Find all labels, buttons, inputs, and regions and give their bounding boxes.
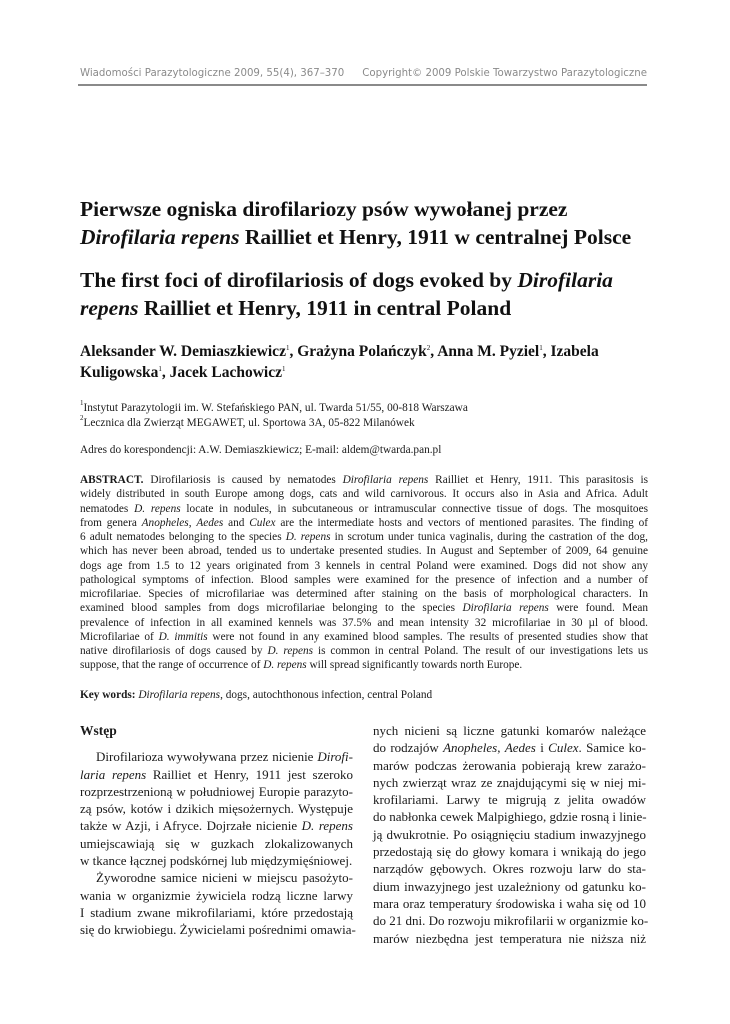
title-polish-line-1: Pierwsze ogniska dirofilariozy psów wywołanej przez [80,197,568,221]
body-line: do 21 dni. Do rozwoju mikrofilarii w organizmie ko- [373,913,649,929]
abstract-line [80,630,648,644]
body-line: w tkance łącznej podskórnej lub międzymięśniowej. [80,853,353,869]
title-english [80,266,650,322]
author-list [80,341,650,383]
author-name: , Jacek Lachowicz [161,364,282,381]
genus-name: Anopheles [141,516,189,529]
abstract-text: from genera [80,516,142,529]
species-name: Dirofilaria repens [342,474,429,486]
author-name: , Izabela [542,343,599,360]
abstract-line [80,473,648,487]
title-english-line-2 [80,294,650,322]
body-line [80,817,353,834]
affiliation-marker: 2 [426,344,431,352]
body-line: mara oraz temperatury środowiska i waha się od 10 [373,895,646,911]
body-line: zą psów, kotów i dzikich mięsożernych. Występuje [80,801,353,817]
body-line: się do krwiobiegu. Żywicielami pośrednimi omawia- [80,922,356,938]
abstract-text: Dirofilariosis is caused by nematodes [143,474,343,486]
genus-name: Culex [548,740,579,756]
species-name: D. repens [301,818,353,834]
abstract-text: and [223,516,250,529]
correspondence: Adres do korespondencji: A.W. Demiaszkiewicz; E-mail: aldem@twarda.pan.pl [80,444,442,456]
body-text: . Samice ko- [578,740,647,756]
affiliation-text: Instytut Parazytologii im. W. Stefańskiego PAN, ul. Twarda 51/55, 00-818 Warszawa [83,402,468,414]
body-line: do nabłonka cewek Malpighiego, gdzie rosną i linie- [373,809,647,825]
genus-name: Culex [249,516,276,529]
abstract-text: native dirofilariosis of dogs caused by [80,645,268,658]
body-line [373,739,646,756]
affiliation-text: Lecznica dla Zwierząt MEGAWET, ul. Sportowa 3A, 05-822 Milanówek [83,416,415,429]
abstract-line: dogs age from 1.5 to 12 years originated from 3 kennels in central Poland were examined. Dogs did not show any [80,559,648,572]
body-line: ją dwukrotnie. Po osiągnięciu stadium inwazyjnego [373,826,646,842]
affiliation-marker: 1 [158,365,162,373]
species-name: Dirofilaria repens [462,602,549,615]
body-text: do rodzajów [373,740,444,756]
abstract-text: examined blood samples from dogs microfilariae belonging to the species [80,602,463,615]
keywords-text: , dogs, autochthonous infection, central Poland [220,689,433,701]
body-text: także w Azji, i Afryce. Dojrzałe nicienie [80,818,302,834]
abstract-line: which has never been abroad, tended us to undertake presented studies. In August and September of 2009, 64 genuine [80,545,648,558]
author-name: , Anna M. Pyziel [430,343,540,360]
abstract-text: in scrotum under tunica vaginalis, during the castration of the dog, [330,531,648,544]
species-name: Dirofilaria [517,268,613,292]
body-line: Żyworodne samice nicieni w miejscu pasożyto- [96,870,353,886]
species-name: Dirofi- [317,749,353,765]
species-name: D. repens [263,659,307,672]
abstract-text: locate in nodules, in subcutaneous or intramuscular connective tissue of dogs. The mosquitoes [180,502,648,515]
species-name: D. repens [267,645,314,658]
header-rule [78,84,647,86]
body-line: wania w organizmie żywiciela rodzą liczne larwy [80,887,353,903]
abstract-text: is common in central Poland. The result of our investigations lets us [313,645,648,658]
abstract [80,473,648,673]
abstract-label: ABSTRACT. [80,474,144,486]
affiliation-marker: 1 [282,365,286,373]
body-column-right [373,722,649,947]
author-name: Aleksander W. Demiaszkiewicz [80,343,286,360]
title-text: Railliet et Henry, 1911 in central Poland [138,296,512,320]
affiliation-marker: 2 [80,413,84,422]
title-text: The first foci of dirofilariosis of dogs evoked by [80,268,518,292]
body-text: , [497,740,505,756]
abstract-line [80,601,648,615]
genus-name: Aedes [196,516,224,529]
body-line [80,766,353,783]
body-line: I stadium zwane mikrofilariami, które przedostają [80,904,353,920]
body-line: przedostają się do głowy komara i wnikają do jego [373,844,646,860]
body-line: nych nicieni są liczne gatunki komarów należące [373,723,646,738]
abstract-text: 6 adult nematodes belonging to the species [80,531,286,544]
affiliation-marker: 1 [285,344,290,352]
abstract-text: will spread significantly towards north Europe. [306,659,523,672]
affiliation-1 [80,401,650,416]
title-polish-line-2 [80,223,650,251]
affiliation-marker: 1 [539,344,543,352]
body-text: Railliet et Henry, 1911 jest szeroko [146,766,353,782]
body-line [80,748,353,765]
affiliation-marker: 1 [80,399,84,407]
body-column-left [80,722,356,939]
author-line-1 [80,341,650,362]
species-name: D. repens [134,502,181,515]
running-header [80,68,647,84]
abstract-line [80,530,648,544]
abstract-text: were found. Mean [548,602,648,615]
title-text: Railliet et Henry, 1911 w centralnej Polsce [239,225,632,249]
abstract-line: microfilariae. Species of microfilariae was determined after staining on the basis of morphological characters. In [80,588,648,601]
species-name: Dirofilaria repens [80,225,240,249]
abstract-line [80,658,648,672]
abstract-line [80,516,648,530]
species-name: D. immitis [158,630,208,643]
author-line-2 [80,362,650,383]
body-line: marów niezbędna jest temperatura nie niższa niż [373,930,646,946]
body-line: marów podczas żerowania pobierają krew zarażo- [373,757,646,773]
abstract-text: Microfilariae of [80,630,159,643]
species-name: Dirofilaria repens [135,689,221,701]
body-line: krofilariami. Larwy te migrują z jelita owadów [373,792,646,808]
abstract-text: were not found in any examined blood samples. The results of presented studies show that [207,630,648,643]
body-line: narządów gębowych. Okres rozwoju larw do sta- [373,861,646,877]
abstract-line [80,502,648,516]
author-name: Kuligowska [80,364,159,381]
affiliations [80,401,650,430]
author-name: , Grażyna Polańczyk [289,343,427,360]
abstract-line: prevalence of infection in all examined kennels was 37.5% and mean intensity 32 microfilariae in 30 µl of blood. [80,616,648,629]
abstract-line: pathological symptoms of infection. Blood samples were examined for the presence of infection and a number of [80,573,648,586]
abstract-text: Railliet et Henry, 1911. This parasitosis is [428,474,648,486]
species-name: D. repens [285,531,331,544]
genus-name: Aedes [504,740,536,756]
abstract-text: suppose, that the range of occurrence of [80,659,264,672]
affiliation-2 [80,413,650,431]
abstract-text: are the intermediate hosts and vectors of mentioned parasites. The finding of [275,516,648,529]
body-line: rozprzestrzenioną w południowej Europie parazyto- [80,783,353,799]
genus-name: Anopheles [443,740,498,756]
body-line: umiejscawiają się w guzkach zlokalizowanych [80,835,353,851]
abstract-line: widely distributed in south Europe among dogs, cats and wild carnivorous. It occurs also in Asia and Africa. Adult [80,488,648,501]
body-line: dium inwazyjnego jest uzależniony od gatunku ko- [373,878,646,894]
journal-citation: Wiadomości Parazytologiczne 2009, 55(4), 367–370 [80,68,345,79]
species-name: repens [80,296,139,320]
title-english-line-1 [80,266,650,294]
abstract-text: nematodes [80,502,135,515]
keywords-label: Key words: [80,689,136,701]
body-line: nych zwierząt wraz ze znajdującymi się w niej mi- [373,774,646,790]
copyright-notice: Copyright© 2009 Polskie Towarzystwo Parazytologiczne [362,68,647,79]
body-text: i [535,740,549,756]
keywords [80,689,648,701]
body-text: Dirofilarioza wywoływana przez nicienie [96,749,318,765]
abstract-text: , [188,516,197,529]
title-polish [80,195,650,251]
abstract-line [80,644,648,658]
section-heading: Wstęp [80,723,117,738]
species-name: laria repens [80,766,147,782]
